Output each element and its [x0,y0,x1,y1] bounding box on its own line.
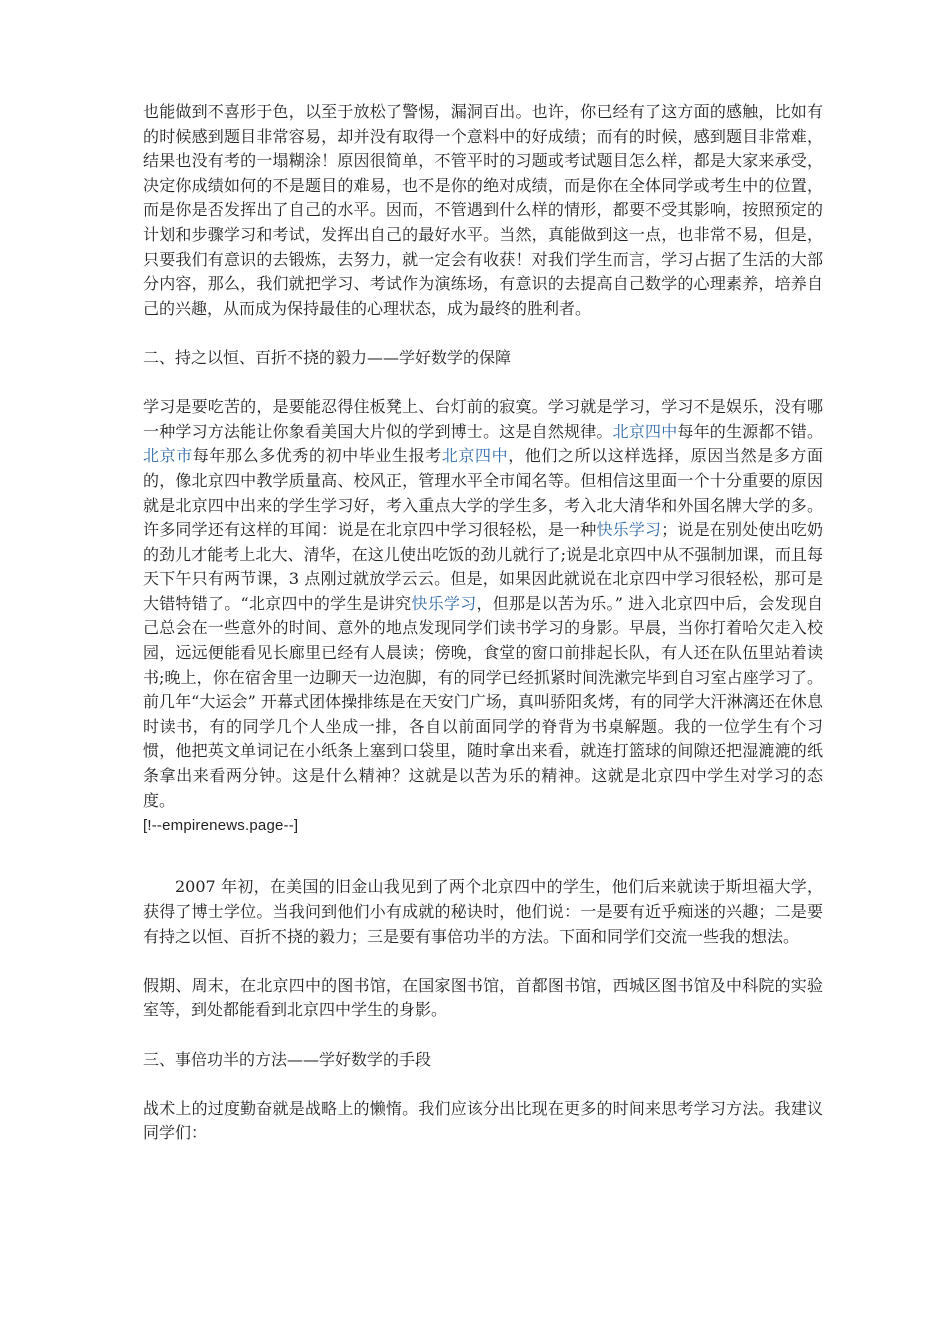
link-beijing-city[interactable]: 北京市 [143,446,193,466]
text-run: 学习是要吃苦的，是要能忍得住板凳上、台灯前的寂寞。学习就是学习，学习不是娱乐，没有哪一种学习方法能让你象看美国大片似的学到博士。这是自然规律。 [143,397,823,441]
text-run: ；说是在别处使出吃奶的劲儿才能考上北大、清华，在这儿使出吃饭的劲儿就行了;说是北京四中从不强制加课，而且每天下午只有两节课，3 点刚过就放学云云。但是，如果因此就说在北京四中学习很轻松，那可是大错特错了。“北京四中的学生是讲究 [143,520,823,613]
paragraph-libraries: 假期、周末，在北京四中的图书馆，在国家图书馆，首都图书馆，西城区图书馆及中科院的实验室等，到处都能看到北京四中学生的身影。 [143,975,823,1020]
paragraph-strategy: 战术上的过度勤奋就是战略上的懒惰。我们应该分出比现在更多的时间来思考学习方法。我建议同学们： [143,1098,823,1143]
paragraph-stanford-students: 2007 年初，在美国的旧金山我见到了两个北京四中的学生，他们后来就读于斯坦福大学，获得了博士学位。当我问到他们小有成就的秘诀时，他们说：一是要有近乎痴迷的兴趣；二是要有持之以恒、百折不挠的毅力；三是要有事倍功半的方法。下面和同学们交流一些我的想法。 [143,877,823,946]
document-body [143,100,823,1146]
spacer [143,1072,823,1097]
link-happy-learning[interactable]: 快乐学习 [596,520,662,540]
spacer [143,863,823,875]
page-break-marker: [!--empirenews.page--] [143,817,299,835]
spacer [143,321,823,346]
section-heading-perseverance: 二、持之以恒、百折不挠的毅力——学好数学的保障 [143,347,512,367]
text-run: ，他们之所以这样选择，原因当然是多方面的，像北京四中教学质量高、校风正，管理水平全市闻名等。但相信这里面一个十分重要的原因就是北京四中出来的学生学习好，考入重点大学的学生多，考入北大清华和外国名牌大学的多。许多同学还有这样的耳闻：说是在北京四中学习很轻松，是一种 [143,446,823,540]
text-run: 每年的生源都不错。 [677,421,823,441]
link-happy-learning[interactable]: 快乐学习 [411,593,477,613]
link-beijing-no4-school[interactable]: 北京四中 [612,421,678,441]
text-run: ，但那是以苦为乐。” 进入北京四中后，会发现自己总会在一些意外的时间、意外的地点发现同学们读书学习的身影。早晨，当你打着哈欠走入校园，远远便能看见长廊里已经有人晨读；傍晚，食堂的窗口前排起长队，有人还在队伍里站着读书;晚上，你在宿舍里一边聊天一边泡脚，有的同学已经抓紧时间洗漱完毕到自习室占座学习了。前几年“大运会” 开幕式团体操排练是在天安门广场，真叫骄阳炙烤，有的同学大汗淋漓还在休息时读书，有的同学几个人坐成一排，各自以前面同学的脊背为书桌解题。我的一位学生有个习惯，他把英文单词记在小纸条上塞到口袋里，随时拿出来看，就连打篮球的间隙还把湿漉漉的纸条拿出来看两分钟。这是什么精神？这就是以苦为乐的精神。这就是北京四中学生对学习的态度。 [143,593,823,810]
spacer [143,949,823,974]
spacer [143,1023,823,1048]
paragraph-hard-work [143,395,823,839]
spacer [143,371,823,396]
section-heading-method: 三、事倍功半的方法——学好数学的手段 [143,1049,432,1069]
link-beijing-no4-school[interactable]: 北京四中 [441,446,509,466]
text-run: 每年那么多优秀的初中毕业生报考 [192,446,442,466]
spacer [143,839,823,864]
paragraph-psychology: 也能做到不喜形于色，以至于放松了警惕，漏洞百出。也许，你已经有了这方面的感触，比如有的时候感到题目非常容易，却并没有取得一个意料中的好成绩；而有的时候，感到题目非常难，结果也没有考的一塌糊涂！原因很简单，不管平时的习题或考试题目怎么样，都是大家来承受，决定你成绩如何的不是题目的难易，也不是你的绝对成绩，而是你在全体同学或考生中的位置，而是你是否发挥出了自己的水平。因而，不管遇到什么样的情形，都要不受其影响，按照预定的计划和步骤学习和考试，发挥出自己的最好水平。当然，真能做到这一点，也非常不易，但是，只要我们有意识的去锻炼，去努力，就一定会有收获！对我们学生而言，学习占据了生活的大部分内容，那么，我们就把学习、考试作为演练场，有意识的去提高自己数学的心理素养，培养自己的兴趣，从而成为保持最佳的心理状态，成为最终的胜利者。 [143,102,823,318]
